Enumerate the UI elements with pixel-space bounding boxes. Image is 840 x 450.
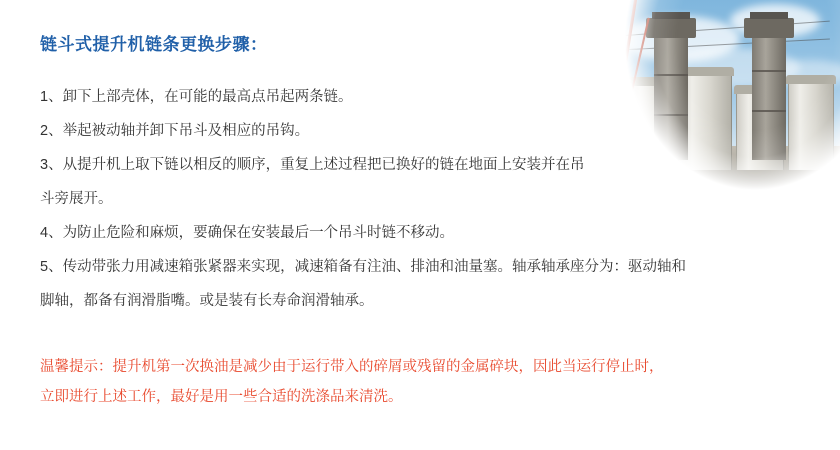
step-item: 3、从提升机上取下链以相反的顺序，重复上述过程把已换好的链在地面上安装并在吊 [40, 157, 585, 173]
tower-cap [744, 18, 794, 38]
step-item: 5、传动带张力用减速箱张紧器来实现，减速箱备有注油、排油和油量塞。轴承轴承座分为：驱动轴和 [40, 259, 687, 275]
warm-reminder-note [40, 352, 810, 412]
note-line: 立即进行上述工作，最好是用一些合适的洗涤品来清洗。 [40, 389, 403, 405]
tower-brace [752, 70, 786, 72]
tower-brace [752, 110, 786, 112]
tower-cap [646, 18, 696, 38]
tower-brace [654, 74, 688, 76]
elevator-tower [752, 34, 786, 160]
note-line: 温馨提示：提升机第一次换油是减少由于运行带入的碎屑或残留的金属碎块，因此当运行停止时， [40, 359, 664, 375]
steps-list [40, 80, 740, 318]
silo-tank [788, 82, 834, 170]
step-item-continuation: 脚轴，都备有润滑脂嘴。或是装有长寿命润滑轴承。 [40, 293, 374, 309]
step-item: 1、卸下上部壳体，在可能的最高点吊起两条链。 [40, 89, 353, 105]
step-item: 2、举起被动轴并卸下吊斗及相应的吊钩。 [40, 123, 310, 139]
step-item-continuation: 斗旁展开。 [40, 191, 113, 207]
step-item: 4、为防止危险和麻烦，要确保在安装最后一个吊斗时链不移动。 [40, 225, 455, 241]
page-title: 链斗式提升机链条更换步骤： [40, 35, 268, 54]
